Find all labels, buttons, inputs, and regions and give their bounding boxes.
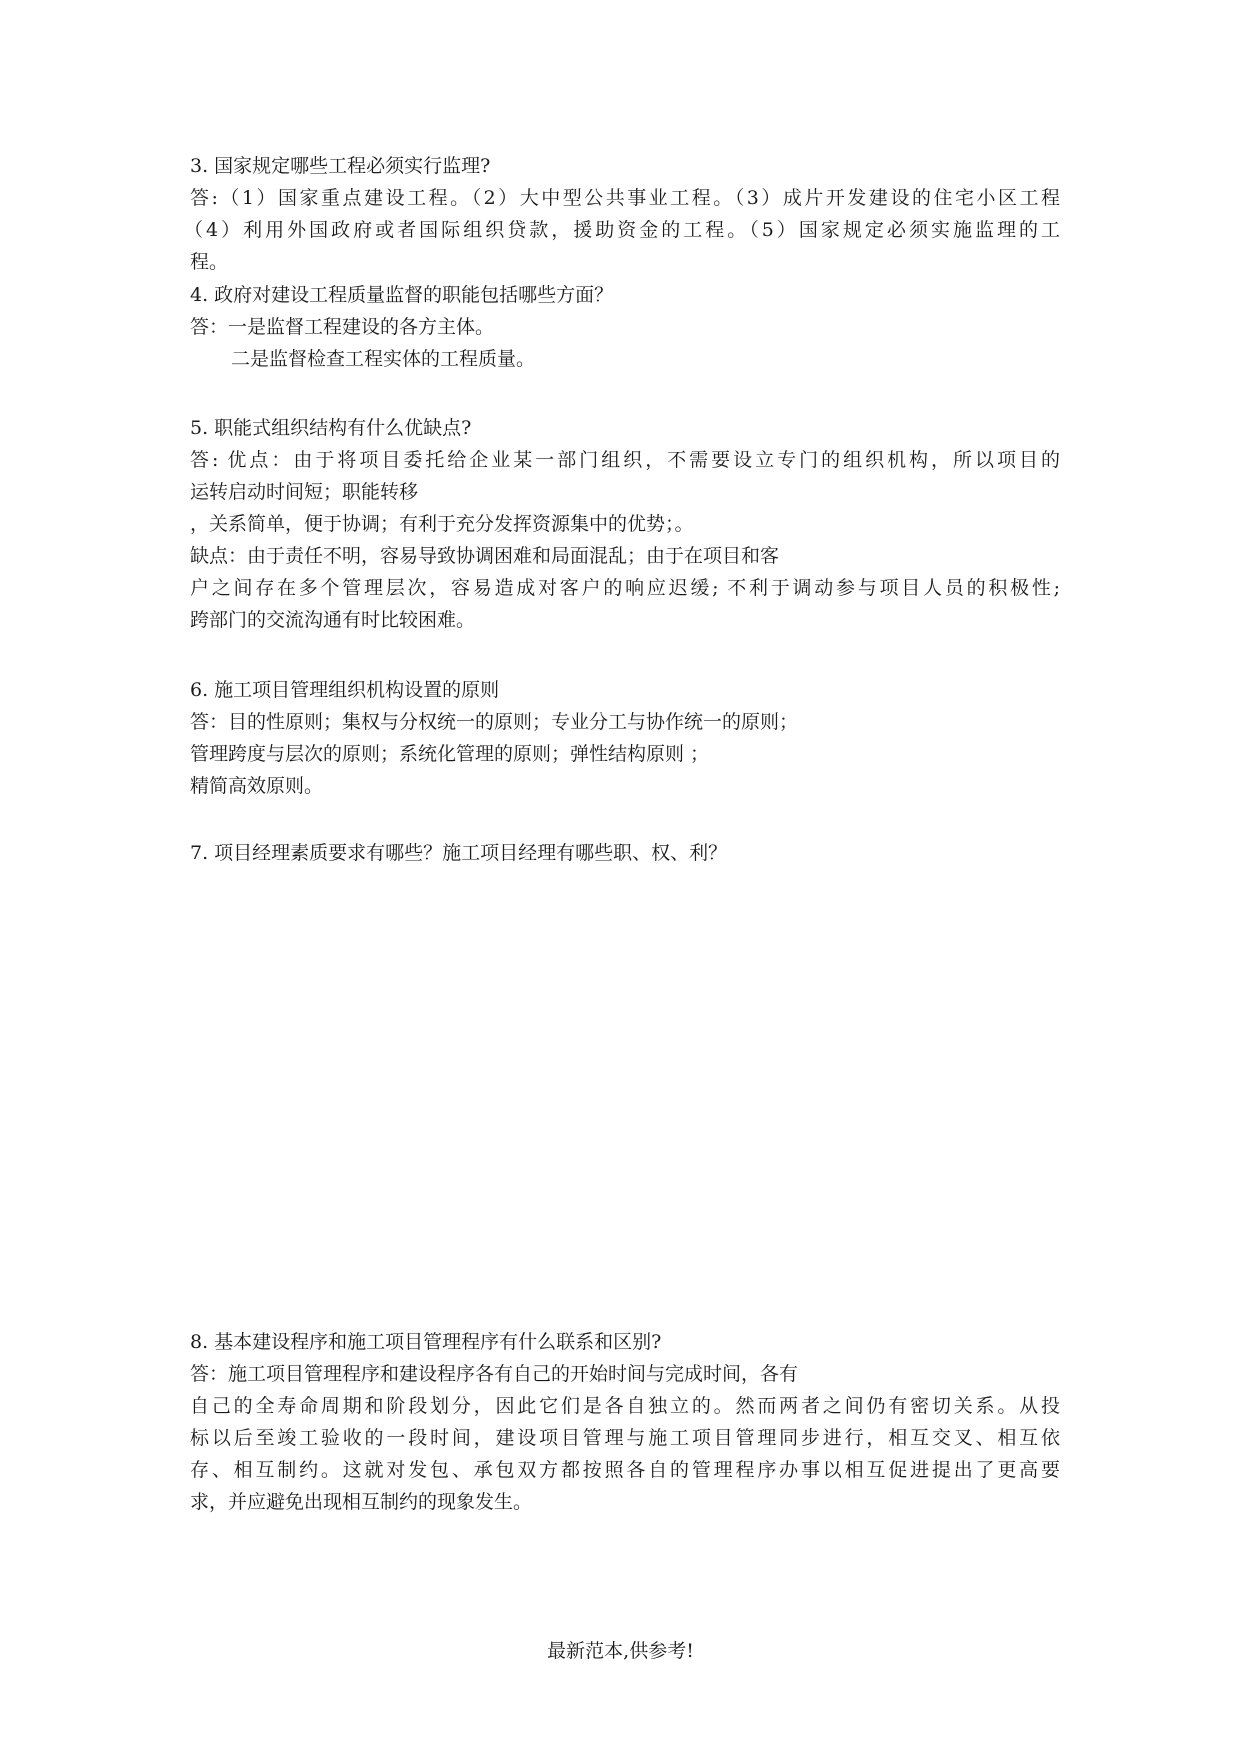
answer-8-line-5: 求，并应避免出现相互制约的现象发生。 — [190, 1491, 533, 1513]
question-4: 4. 政府对建设工程质量监督的职能包括哪些方面？ — [190, 284, 614, 306]
answer-5-line-5: 户之间存在多个管理层次，容易造成对客户的响应迟缓; 不利于调动参与项目人员的积极性; — [190, 577, 1060, 599]
answer-5-line-1: 答: 优点：由于将项目委托给企业某一部门组织，不需要设立专门的组织机构，所以项目的 — [190, 449, 1060, 471]
answer-3-line-1: 答:（1）国家重点建设工程。（2）大中型公共事业工程。（3）成片开发建设的住宅小区工程 — [190, 187, 1060, 209]
page-footer: 最新范本,供参考! — [547, 1640, 694, 1662]
answer-8-line-3: 标以后至竣工验收的一段时间，建设项目管理与施工项目管理同步进行，相互交叉、相互依 — [190, 1427, 1060, 1449]
answer-5-line-4: 缺点：由于责任不明，容易导致协调困难和局面混乱；由于在项目和客 — [190, 545, 780, 567]
answer-6-line-1: 答：目的性原则；集权与分权统一的原则；专业分工与协作统一的原则； — [190, 711, 799, 733]
answer-5-line-3: ，关系简单，便于协调；有利于充分发挥资源集中的优势；。 — [190, 513, 694, 535]
question-5: 5. 职能式组织结构有什么优缺点? — [190, 417, 472, 439]
answer-8-line-4: 存、相互制约。这就对发包、承包双方都按照各自的管理程序办事以相互促进提出了更高要 — [190, 1459, 1060, 1481]
answer-3-line-3: 程。 — [190, 251, 229, 273]
answer-5-line-2: 运转启动时间短；职能转移 — [190, 481, 419, 503]
answer-4-line-1: 答：一是监督工程建设的各方主体。 — [190, 316, 495, 338]
answer-8-line-2: 自己的全寿命周期和阶段划分，因此它们是各自独立的。然而两者之间仍有密切关系。从投 — [190, 1395, 1060, 1417]
question-3: 3. 国家规定哪些工程必须实行监理? — [190, 155, 491, 177]
answer-4-line-2: 二是监督检查工程实体的工程质量。 — [231, 348, 536, 370]
answer-6-line-3: 精简高效原则。 — [190, 775, 324, 797]
question-7: 7. 项目经理素质要求有哪些？施工项目经理有哪些职、权、利？ — [190, 842, 728, 864]
answer-6-line-2: 管理跨度与层次的原则；系统化管理的原则；弹性结构原则 ； — [190, 743, 710, 765]
question-6: 6. 施工项目管理组织机构设置的原则 — [190, 679, 500, 701]
answer-3-line-2: （4）利用外国政府或者国际组织贷款，援助资金的工程。（5）国家规定必须实施监理的工 — [184, 219, 1060, 241]
answer-8-line-1: 答：施工项目管理程序和建设程序各有自己的开始时间与完成时间，各有 — [190, 1363, 799, 1385]
answer-5-line-6: 跨部门的交流沟通有时比较困难。 — [190, 609, 476, 631]
question-8: 8. 基本建设程序和施工项目管理程序有什么联系和区别? — [190, 1331, 662, 1353]
